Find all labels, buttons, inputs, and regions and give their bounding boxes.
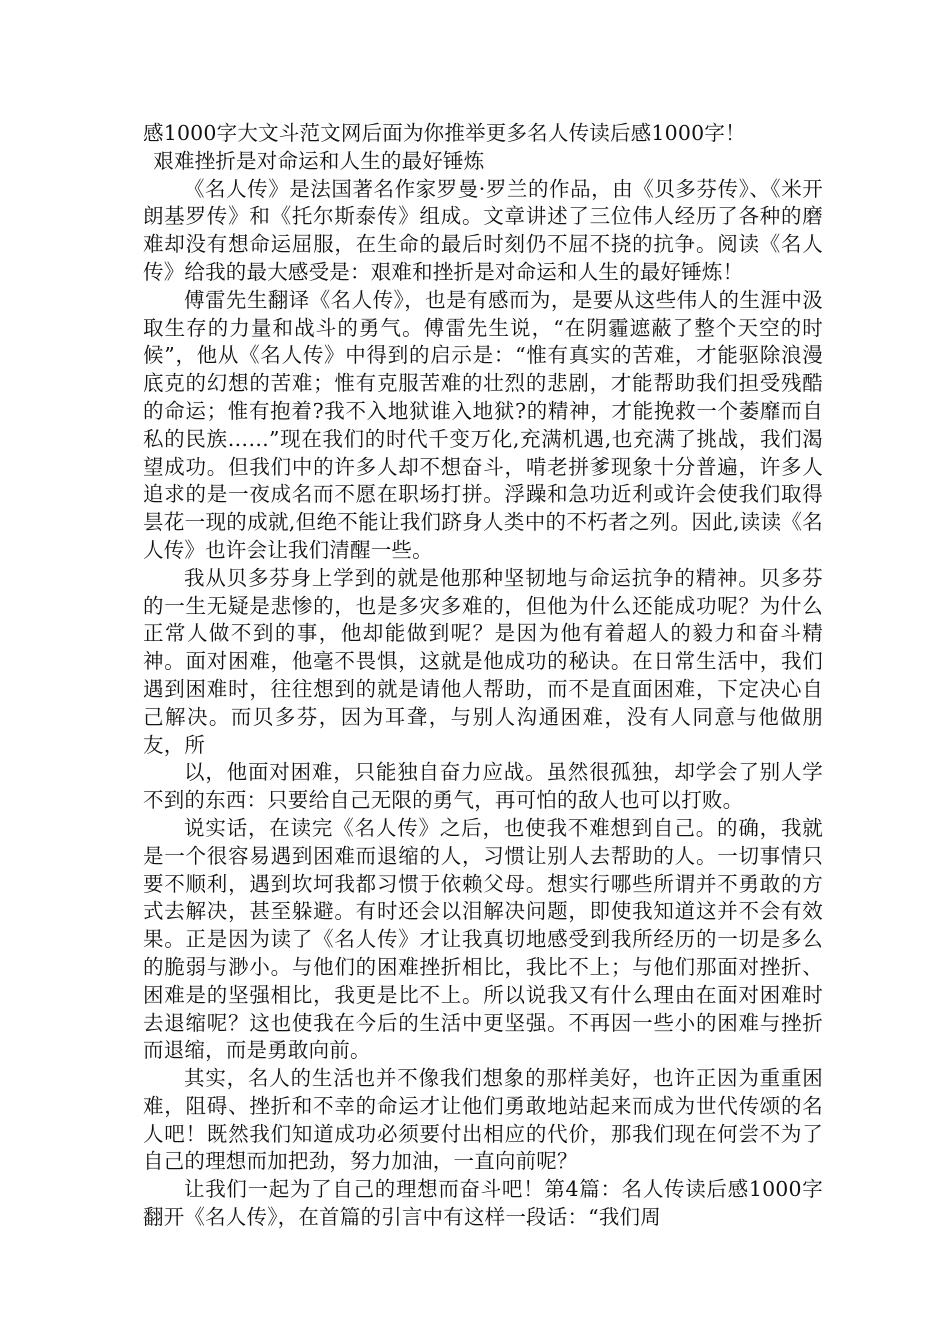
paragraph-beethoven: 我从贝多芬身上学到的就是他那种坚韧地与命运抗争的精神。贝多芬的一生无疑是悲惨的，也是多灾多难的，但他为什么还能成功呢？为什么正常人做不到的事，他却能做到呢？是因为他有着超人的毅力和奋斗精神。面对困难，他毫不畏惧，这就是他成功的秘诀。在日常生活中，我们遇到困难时，往往想到的就是请他人帮助，而不是直面困难，下定决心自己解决。而贝多芬，因为耳聋，与别人沟通困难，没有人同意与他做朋友，所 <box>143 565 823 757</box>
paragraph-closing: 让我们一起为了自己的理想而奋斗吧！第4篇：名人传读后感1000字翻开《名人传》，在首篇的引言中有这样一段话：“我们周 <box>143 1177 823 1230</box>
paragraph-intro: 《名人传》是法国著名作家罗曼·罗兰的作品，由《贝多芬传》、《米开朗基罗传》和《托尔斯泰传》组成。文章讲述了三位伟人经历了各种的磨难却没有想命运屈服，在生命的最后时刻仍不屈不挠的抗争。阅读《名人传》给我的最大感受是：艰难和挫折是对命运和人生的最好锤炼！ <box>143 176 823 284</box>
lead-line: 感1000字大文斗范文网后面为你推举更多名人传读后感1000字！ <box>143 121 746 145</box>
section-heading: 艰难挫折是对命运和人生的最好锤炼 <box>153 148 485 173</box>
paragraph-beethoven-continued: 以，他面对困难，只能独自奋力应战。虽然很孤独，却学会了别人学不到的东西：只要给自己无限的勇气，再可怕的敌人也可以打败。 <box>143 760 823 813</box>
paragraph-celebrities: 其实，名人的生活也并不像我们想象的那样美好，也许正因为重重困难，阻碍、挫折和不幸的命运才让他们勇敢地站起来而成为世代传颂的名人吧！既然我们知道成功必须要付出相应的代价，那我们现在何尝不为了自己的理想而加把劲，努力加油，一直向前呢？ <box>143 1066 823 1174</box>
paragraph-self-reflection: 说实话，在读完《名人传》之后，也使我不难想到自己。的确，我就是一个很容易遇到困难而退缩的人，习惯让别人去帮助的人。一切事情只要不顺利，遇到坎坷我都习惯于依赖父母。想实行哪些所谓并不勇敢的方式去解决，甚至躲避。有时还会以泪解决问题，即使我知道这并不会有效果。正是因为读了《名人传》才让我真切地感受到我所经历的一切是多么的脆弱与渺小。与他们的困难挫折相比，我比不上；与他们那面对挫折、困难是的坚强相比，我更是比不上。所以说我又有什么理由在面对困难时去退缩呢？这也使我在今后的生活中更坚强。不再因一些小的困难与挫折而退缩，而是勇敢向前。 <box>143 815 823 1063</box>
document-body <box>143 120 823 1232</box>
paragraph-fu-lei: 傅雷先生翻译《名人传》，也是有感而为，是要从这些伟人的生涯中汲取生存的力量和战斗的勇气。傅雷先生说，“在阴霾遮蔽了整个天空的时候”，他从《名人传》中得到的启示是：“惟有真实的苦难，才能驱除浪漫底克的幻想的苦难；惟有克服苦难的壮烈的悲剧，才能帮助我们担受残酷的命运；惟有抱着?我不入地狱谁入地狱?的精神，才能挽救一个萎靡而自私的民族……”现在我们的时代千变万化,充满机遇,也充满了挑战，我们渴望成功。但我们中的许多人却不想奋斗，啃老拼爹现象十分普遍，许多人追求的是一夜成名而不愿在职场打拼。浮躁和急功近利或许会使我们取得昙花一现的成就,但绝不能让我们跻身人类中的不朽者之列。因此,读读《名人传》也许会让我们清醒一些。 <box>143 287 823 562</box>
